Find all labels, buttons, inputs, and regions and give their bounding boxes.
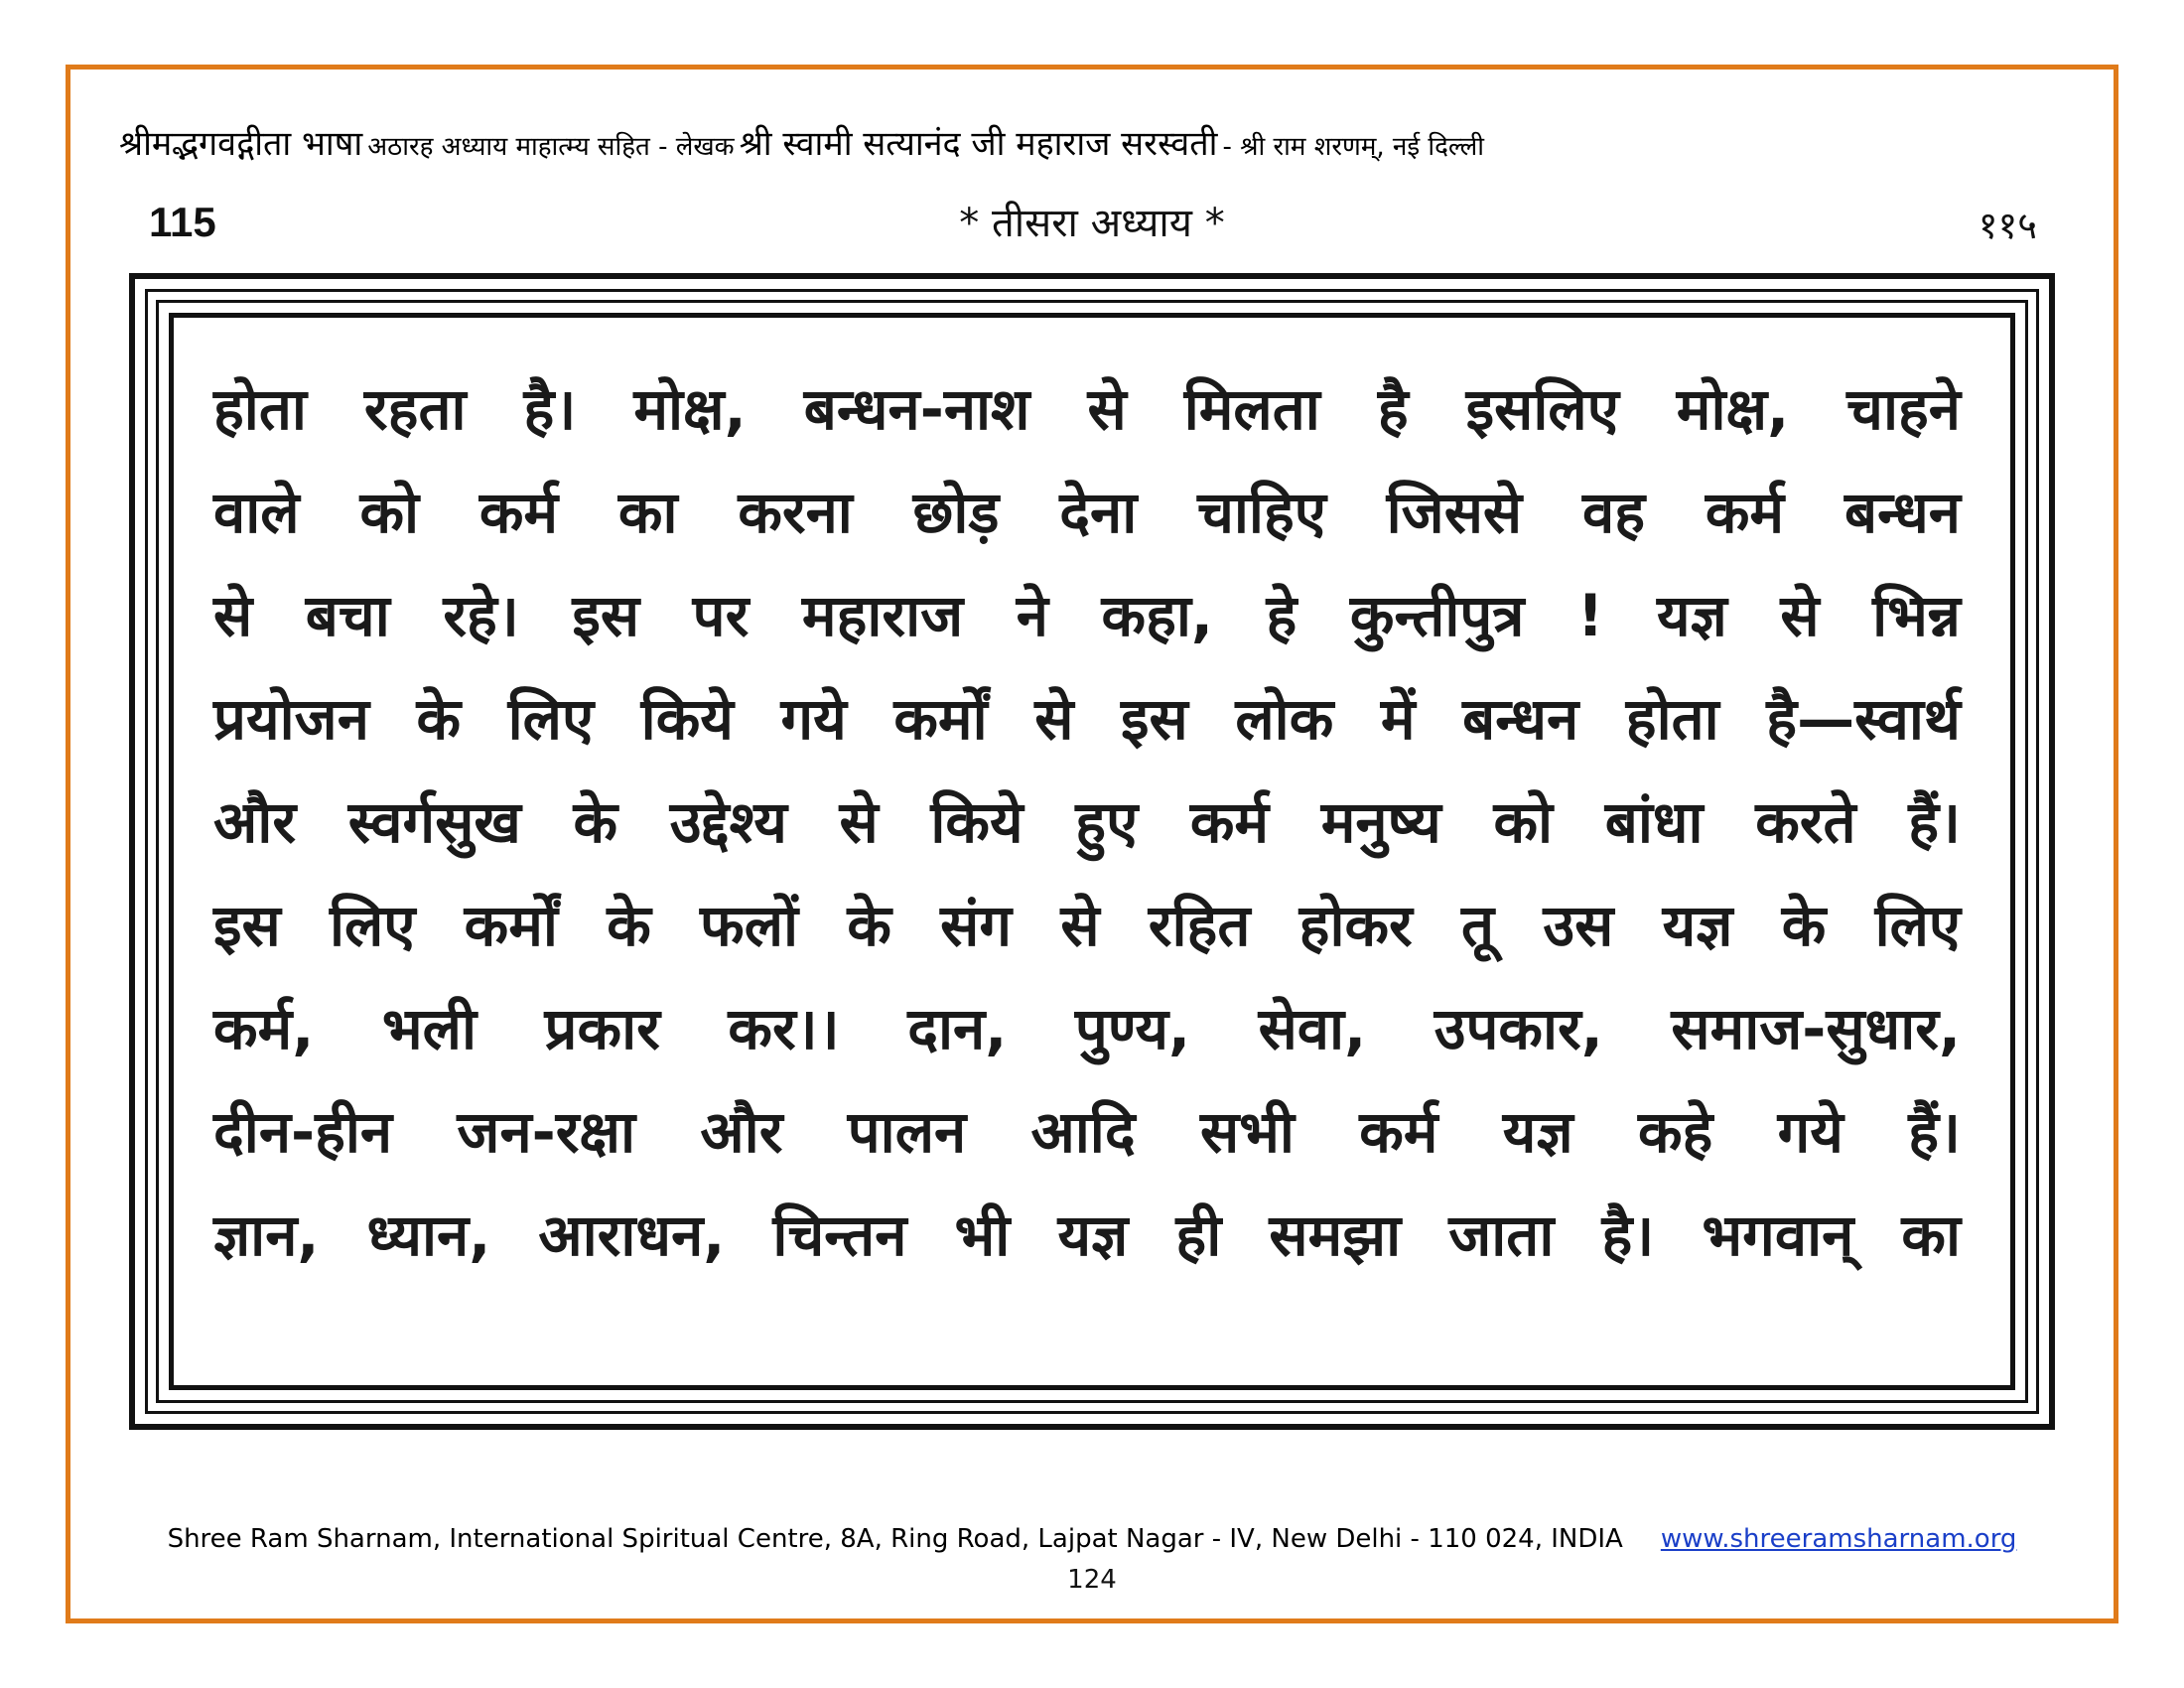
author-name: श्री स्वामी सत्यानंद जी महाराज सरस्वती bbox=[739, 124, 1218, 164]
footer-page-number: 124 bbox=[1067, 1565, 1117, 1595]
publisher-name: - श्री राम शरणम्, नई दिल्ली bbox=[1222, 132, 1484, 162]
text-line: इस लिए कर्मों के फलों के संग से रहित होकर तू उस यज्ञ के लिए bbox=[213, 892, 1961, 959]
book-subtitle: अठारह अध्याय माहात्म्य सहित - लेखक bbox=[367, 132, 735, 162]
text-line: और स्वर्गसुख के उद्देश्य से किये हुए कर्म मनुष्य को बांधा करते हैं। bbox=[213, 788, 1961, 856]
page-number-right: ११५ bbox=[1978, 204, 2037, 247]
running-header bbox=[119, 119, 2065, 165]
text-line: कर्म, भली प्रकार कर।। दान, पुण्य, सेवा, उपकार, समाज-सुधार, bbox=[213, 995, 1961, 1062]
text-line: प्रयोजन के लिए किये गये कर्मों से इस लोक में बन्धन होता है—स्वार्थ bbox=[213, 685, 1961, 753]
page-number-left: 115 bbox=[149, 199, 216, 245]
text-line: वाले को कर्म का करना छोड़ देना चाहिए जिससे वह कर्म बन्धन bbox=[213, 479, 1961, 546]
footer-address: Shree Ram Sharnam, International Spiritual Centre, 8A, Ring Road, Lajpat Nagar - IV, New Delhi - 110 024, INDIA bbox=[167, 1524, 1623, 1554]
website-link[interactable]: www.shreeramsharnam.org bbox=[1660, 1524, 2017, 1554]
footer bbox=[0, 1524, 2184, 1554]
book-title: श्रीमद्भगवद्गीता भाषा bbox=[119, 124, 363, 164]
body-text bbox=[213, 357, 1961, 1287]
text-line: से बचा रहे। इस पर महाराज ने कहा, हे कुन्तीपुत्र ! यज्ञ से भिन्न bbox=[213, 582, 1961, 649]
chapter-title: * तीसरा अध्याय * bbox=[959, 201, 1225, 246]
text-line: होता रहता है। मोक्ष, बन्धन-नाश से मिलता है इसलिए मोक्ष, चाहने bbox=[213, 375, 1961, 443]
text-line: दीन-हीन जन-रक्षा और पालन आदि सभी कर्म यज्ञ कहे गये हैं। bbox=[213, 1098, 1961, 1166]
text-line: ज्ञान, ध्यान, आराधन, चिन्तन भी यज्ञ ही समझा जाता है। भगवान् का bbox=[213, 1201, 1961, 1269]
